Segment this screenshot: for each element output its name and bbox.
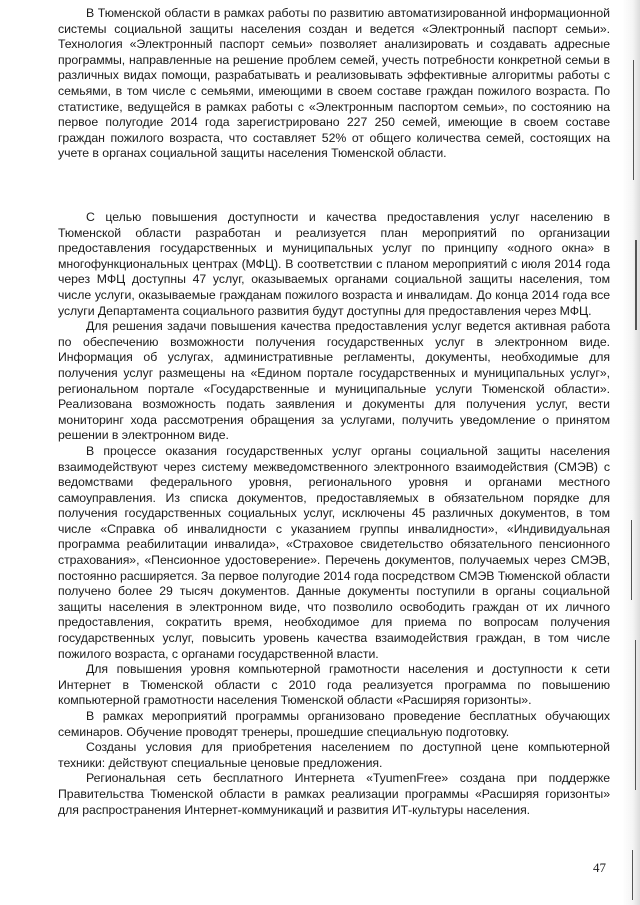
text-section-2 xyxy=(58,210,610,818)
paragraph-smev: В процессе оказания государственных услуг органы социальной защиты населения взаимодействуют через систему межведомственного электронного взаимодействия (СМЭВ) с ведомствами федерального уровня, регионального уровня и органами местного самоуправления. Из списка документов, предоставляемых в обязательном порядке для получения государственных социальных услуг, исключены 45 различных документов, в том числе «Справка об инвалидности с указанием группы инвалидности», «Индивидуальная программа реабилитации инвалида», «Страховое свидетельство обязательного пенсионного страхования», «Пенсионное удостоверение». Перечень документов, получаемых через СМЭВ, постоянно расширяется. За первое полугодие 2014 года посредством СМЭВ Тюменской области получено более 29 тысяч документов. Данные документы поступили в органы социальной защиты населения в электронном виде, что позволило освободить граждан от их личного предоставления, сократить время, необходимое для приема по вопросам получения государственных услуг, повысить уровень качества взаимодействия граждан, в том числе пожилого возраста, с органами государственной власти. xyxy=(58,443,610,661)
scan-artifact xyxy=(635,240,637,330)
paragraph-computer-equipment: Созданы условия для приобретения населением по доступной цене компьютерной техники: действуют специальные ценовые предложения. xyxy=(58,740,610,770)
scan-artifact xyxy=(632,850,633,900)
paragraph-mfc-services: С целью повышения доступности и качества предоставления услуг населению в Тюменской области разработан и реализуется план мероприятий по организации предоставления государственных и муниципальных услуг по принципу «одного окна» в многофункциональных центрах (МФЦ). В соответствии с планом мероприятий с июля 2014 года через МФЦ доступны 47 услуг, оказываемых органами социальной защиты населения, том числе услуги, оказываемые гражданам пожилого возраста и инвалидам. До конца 2014 года все услуги Департамента социального развития будут доступны для предоставления через МФЦ. xyxy=(58,210,610,318)
paragraph-electronic-services: Для решения задачи повышения качества предоставления услуг ведется активная работа по обеспечению возможности получения государственных услуг в электронном виде. Информация об услугах, административные регламенты, документы, необходимые для получения услуг размещены на «Едином портале государственных и муниципальных услуг», региональном портале «Государственные и муниципальные услуги Тюменской области». Реализована возможность подать заявления и документы для получения услуг, вести мониторинг хода рассмотрения обращения за услугами, получить уведомление о принятом решении в электронном виде. xyxy=(58,319,610,443)
page-number: 47 xyxy=(593,860,606,875)
paragraph-seminars: В рамках мероприятий программы организовано проведение бесплатных обучающих семинаров. Обучение проводят тренеры, прошедшие специальную подготовку. xyxy=(58,709,610,739)
scan-edge-shadow xyxy=(622,0,640,905)
scan-artifact xyxy=(631,520,632,600)
text-section-1 xyxy=(58,6,610,162)
scan-artifact xyxy=(635,640,636,790)
paragraph-computer-literacy: Для повышения уровня компьютерной грамотности населения и доступности к сети Интернет в Тюменской области с 2010 года реализуется программа по повышению компьютерной грамотности населения Тюменской области «Расширяя горизонты». xyxy=(58,662,610,708)
scan-artifact xyxy=(633,60,634,180)
paragraph-tyumenfree: Региональная сеть бесплатного Интернета «TyumenFree» создана при поддержке Правительства Тюменской области в рамках реализации программы «Расширяя горизонты» для распространения Интернет-коммуникаций и развития ИТ-культуры населения. xyxy=(58,771,610,817)
paragraph-family-passport: В Тюменской области в рамках работы по развитию автоматизированной информационной системы социальной защиты населения создан и ведется «Электронный паспорт семьи». Технология «Электронный паспорт семьи» позволяет анализировать и создавать адресные программы, направленные на решение проблем семей, учесть потребности конкретной семьи в различных видах помощи, разрабатывать и реализовывать эффективные алгоритмы работы с семьями, в том числе с семьями, имеющими в своем составе граждан пожилого возраста. По статистике, ведущейся в рамках работы с «Электронным паспортом семьи», по состоянию на первое полугодие 2014 года зарегистрировано 227 250 семей, имеющие в своем составе граждан пожилого возраста, что составляет 52% от общего количества семей, состоящих на учете в органах социальной защиты населения Тюменской области. xyxy=(58,6,610,161)
